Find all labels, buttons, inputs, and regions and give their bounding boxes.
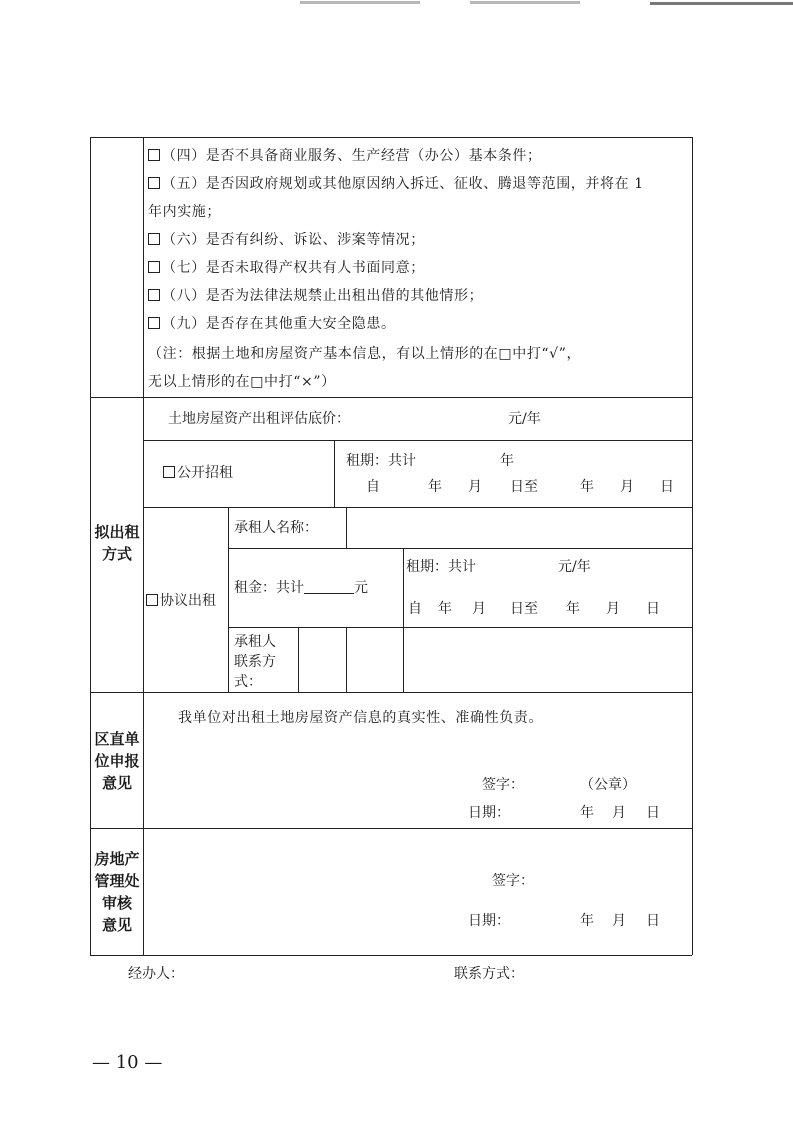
office-day: 日 — [646, 913, 660, 929]
office-sign-label: 签字： — [492, 873, 534, 889]
negotiated-month: 月 — [472, 601, 486, 617]
negotiated-year: 年 — [438, 601, 452, 617]
public-from: 自 — [366, 479, 380, 495]
eval-price-unit: 元/年 — [508, 411, 541, 427]
handler-label: 经办人： — [128, 966, 184, 982]
eval-price-label: 土地房屋资产出租评估底价： — [168, 411, 350, 427]
table-border-right — [692, 137, 693, 955]
public-tender-option: 公开招租 — [163, 465, 233, 481]
public-day-2: 日 — [660, 479, 674, 495]
section-divider — [90, 828, 692, 829]
table-border-top — [90, 137, 692, 138]
office-date-label: 日期： — [468, 913, 510, 929]
office-year: 年 — [580, 913, 594, 929]
checkbox[interactable] — [148, 233, 160, 245]
public-year: 年 — [428, 479, 442, 495]
cell-divider — [228, 507, 229, 692]
negotiated-from: 自 — [408, 601, 422, 617]
public-day-to: 日至 — [510, 479, 538, 495]
note-line-1: （注：根据土地和房屋资产基本信息，有以上情形的在□中打“√”， — [148, 346, 582, 362]
public-month: 月 — [468, 479, 482, 495]
row-divider — [143, 507, 692, 508]
list-item: （六）是否有纠纷、诉讼、涉案等情况； — [148, 232, 425, 248]
rental-method-label: 拟出租 方式 — [94, 523, 140, 563]
tenant-name-label: 承租人名称： — [234, 520, 318, 536]
office-opinion-label: 房地产 管理处 审核 意见 — [94, 850, 140, 934]
district-month: 月 — [612, 805, 626, 821]
office-month: 月 — [612, 913, 626, 929]
district-opinion-label: 区直单 位申报 意见 — [94, 730, 140, 792]
page-number: — 10 — — [92, 1052, 163, 1073]
cell-divider — [346, 507, 347, 548]
note-line-2: 无以上情形的在□中打“×”） — [148, 374, 336, 390]
list-item: （八）是否为法律法规禁止出租出借的其他情形； — [148, 288, 483, 304]
checkbox[interactable] — [163, 466, 175, 478]
list-item: （五）是否因政府规划或其他原因纳入拆迁、征收、腾退等范围，并将在 1 — [148, 176, 644, 192]
cell-divider — [334, 440, 335, 507]
list-item: （七）是否未取得产权共有人书面同意； — [148, 260, 425, 276]
checkbox[interactable] — [146, 594, 158, 606]
row-divider — [228, 548, 692, 549]
district-seal: （公章） — [580, 777, 636, 793]
rent-amount-blank[interactable] — [304, 580, 354, 594]
district-statement: 我单位对出租土地房屋资产信息的真实性、准确性负责。 — [178, 710, 543, 726]
list-item: （九）是否存在其他重大安全隐患。 — [148, 316, 396, 332]
scan-mark — [300, 1, 420, 4]
public-year-2: 年 — [580, 479, 594, 495]
district-sign-label: 签字： — [482, 777, 524, 793]
section-divider — [90, 692, 692, 693]
row-divider — [143, 440, 692, 441]
negotiated-day-2: 日 — [646, 601, 660, 617]
cell-divider — [403, 548, 404, 692]
checkbox[interactable] — [148, 289, 160, 301]
negotiated-year-2: 年 — [566, 601, 580, 617]
checkbox[interactable] — [148, 149, 160, 161]
public-term-prefix: 租期：共计 — [346, 453, 416, 469]
table-border-bottom — [90, 955, 692, 956]
district-day: 日 — [646, 805, 660, 821]
negotiated-option: 协议出租 — [146, 593, 216, 609]
checkbox[interactable] — [148, 177, 160, 189]
negotiated-term-prefix: 租期：共计 — [406, 559, 476, 575]
district-date-label: 日期： — [468, 805, 510, 821]
list-item: （四）是否不具备商业服务、生产经营（办公）基本条件； — [148, 148, 542, 164]
contact-label: 联系方式： — [454, 966, 524, 982]
negotiated-day-to: 日至 — [510, 601, 538, 617]
tenant-contact-label: 承租人 联系方 式： — [234, 634, 276, 690]
district-year: 年 — [580, 805, 594, 821]
public-term-unit: 年 — [500, 453, 514, 469]
scan-mark — [650, 2, 793, 5]
list-item-continuation: 年内实施； — [148, 204, 221, 220]
negotiated-month-2: 月 — [606, 601, 620, 617]
rent-total: 租金：共计 元 — [234, 580, 368, 596]
cell-divider — [298, 627, 299, 692]
scan-mark — [470, 1, 580, 4]
checkbox[interactable] — [148, 317, 160, 329]
negotiated-term-unit: 元/年 — [558, 559, 591, 575]
checkbox[interactable] — [148, 261, 160, 273]
cell-divider — [346, 627, 347, 692]
public-month-2: 月 — [620, 479, 634, 495]
section-divider — [90, 397, 692, 398]
